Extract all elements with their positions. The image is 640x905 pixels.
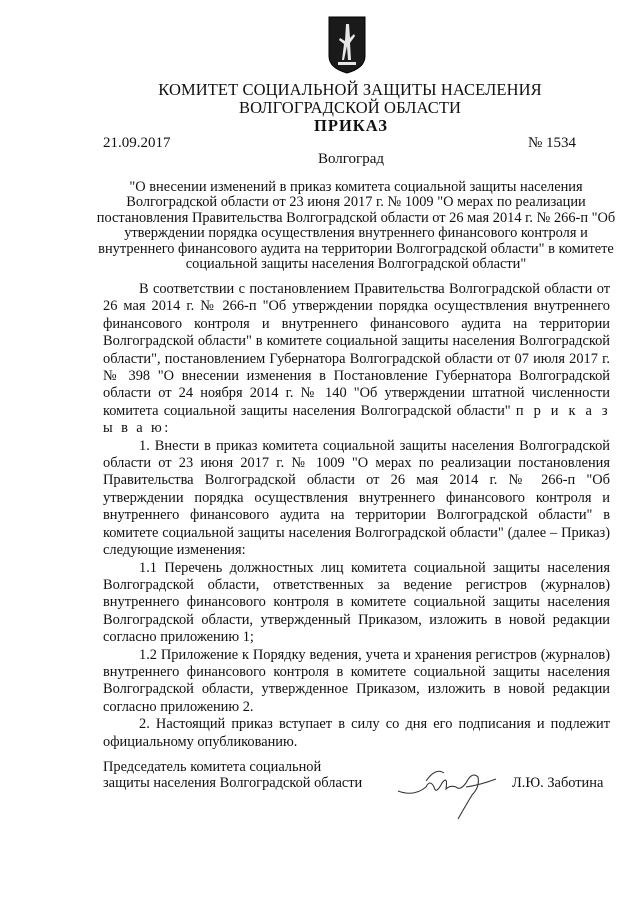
handwritten-signature-icon <box>396 757 506 827</box>
item-1-paragraph: 1. Внести в приказ комитета социальной защиты населения Волгоградской области от 23 июня 2017 г. № 1009 "О мерах по реализации постановления Правительства Волгоградской области от 26 мая 2014 г. № 266-п "Об утверждении порядка осуществления внутреннего финансового контроля и внутреннего финансового аудита на территории Волгоградской области" в комитете социальной защиты населения Волгоградской области" (далее – Приказ) следующие изменения: <box>103 437 610 559</box>
signer-name: Л.Ю. Заботина <box>512 775 604 791</box>
signatory-position <box>103 759 362 791</box>
volgograd-coat-of-arms-icon <box>328 16 366 74</box>
document-body <box>103 281 610 751</box>
document-number: № 1534 <box>528 135 577 151</box>
preamble-paragraph <box>103 281 610 438</box>
document-date: 21.09.2017 <box>103 135 171 151</box>
document-type: ПРИКАЗ <box>314 116 388 135</box>
signatory-position-line2: защиты населения Волгоградской области <box>103 775 363 791</box>
document-city: Волгоград <box>317 151 384 167</box>
item-1-1-paragraph: 1.1 Перечень должностных лиц комитета социальной защиты населения Волгоградской области, ответственных за ведение регистров (журналов) внутреннего финансового контроля в комитете социальной защиты населения Волгоградской области, утвержденный Приказом, изложить в новой редакции согласно приложению 1; <box>103 559 610 646</box>
item-1-2-paragraph: 1.2 Приложение к Порядку ведения, учета и хранения регистров (журналов) внутреннего финансового контроля в комитете социальной защиты населения Волгоградской области, утвержденное Приказом, изложить в новой редакции согласно приложению 2. <box>103 646 610 715</box>
preamble-text: В соответствии с постановлением Правительства Волгоградской области от 26 мая 2014 г. № 266-п "Об утверждении порядка осуществления внутреннего финансового контроля и внутреннего финансового аудита на территории Волгоградской области" в комитете социальной защиты населения Волгоградской области", постановлением Губернатора Волгоградской области от 07 июля 2017 г. № 398 "О внесении изменения в Постановление Губернатора Волгоградской области от 24 ноября 2014 г. № 140 "Об утверждении штатной численности комитета социальной защиты населения Волгоградской области" <box>103 281 610 419</box>
item-2-paragraph: 2. Настоящий приказ вступает в силу со дня его подписания и подлежит официальному опубликованию. <box>103 716 610 750</box>
committee-name-line1: КОМИТЕТ СОЦИАЛЬНОЙ ЗАЩИТЫ НАСЕЛЕНИЯ <box>158 80 542 99</box>
signatory-position-line1: Председатель комитета социальной <box>103 759 322 775</box>
directive-text: п р и к а з ы в а ю: <box>103 402 610 437</box>
committee-name-line2: ВОЛГОГРАДСКОЙ ОБЛАСТИ <box>238 98 462 117</box>
document-title: "О внесении изменений в приказ комитета социальной защиты населения Волгоградской области от 23 июня 2017 г. № 1009 "О мерах по реализации постановления Правительства Волгоградской области от 26 мая 2014 г. № 266-п "Об утверждении порядка осуществления внутреннего финансового контроля и внутреннего финансового аудита на территории Волгоградской области" в комитете социальной защиты населения Волгоградской области" <box>96 179 616 273</box>
